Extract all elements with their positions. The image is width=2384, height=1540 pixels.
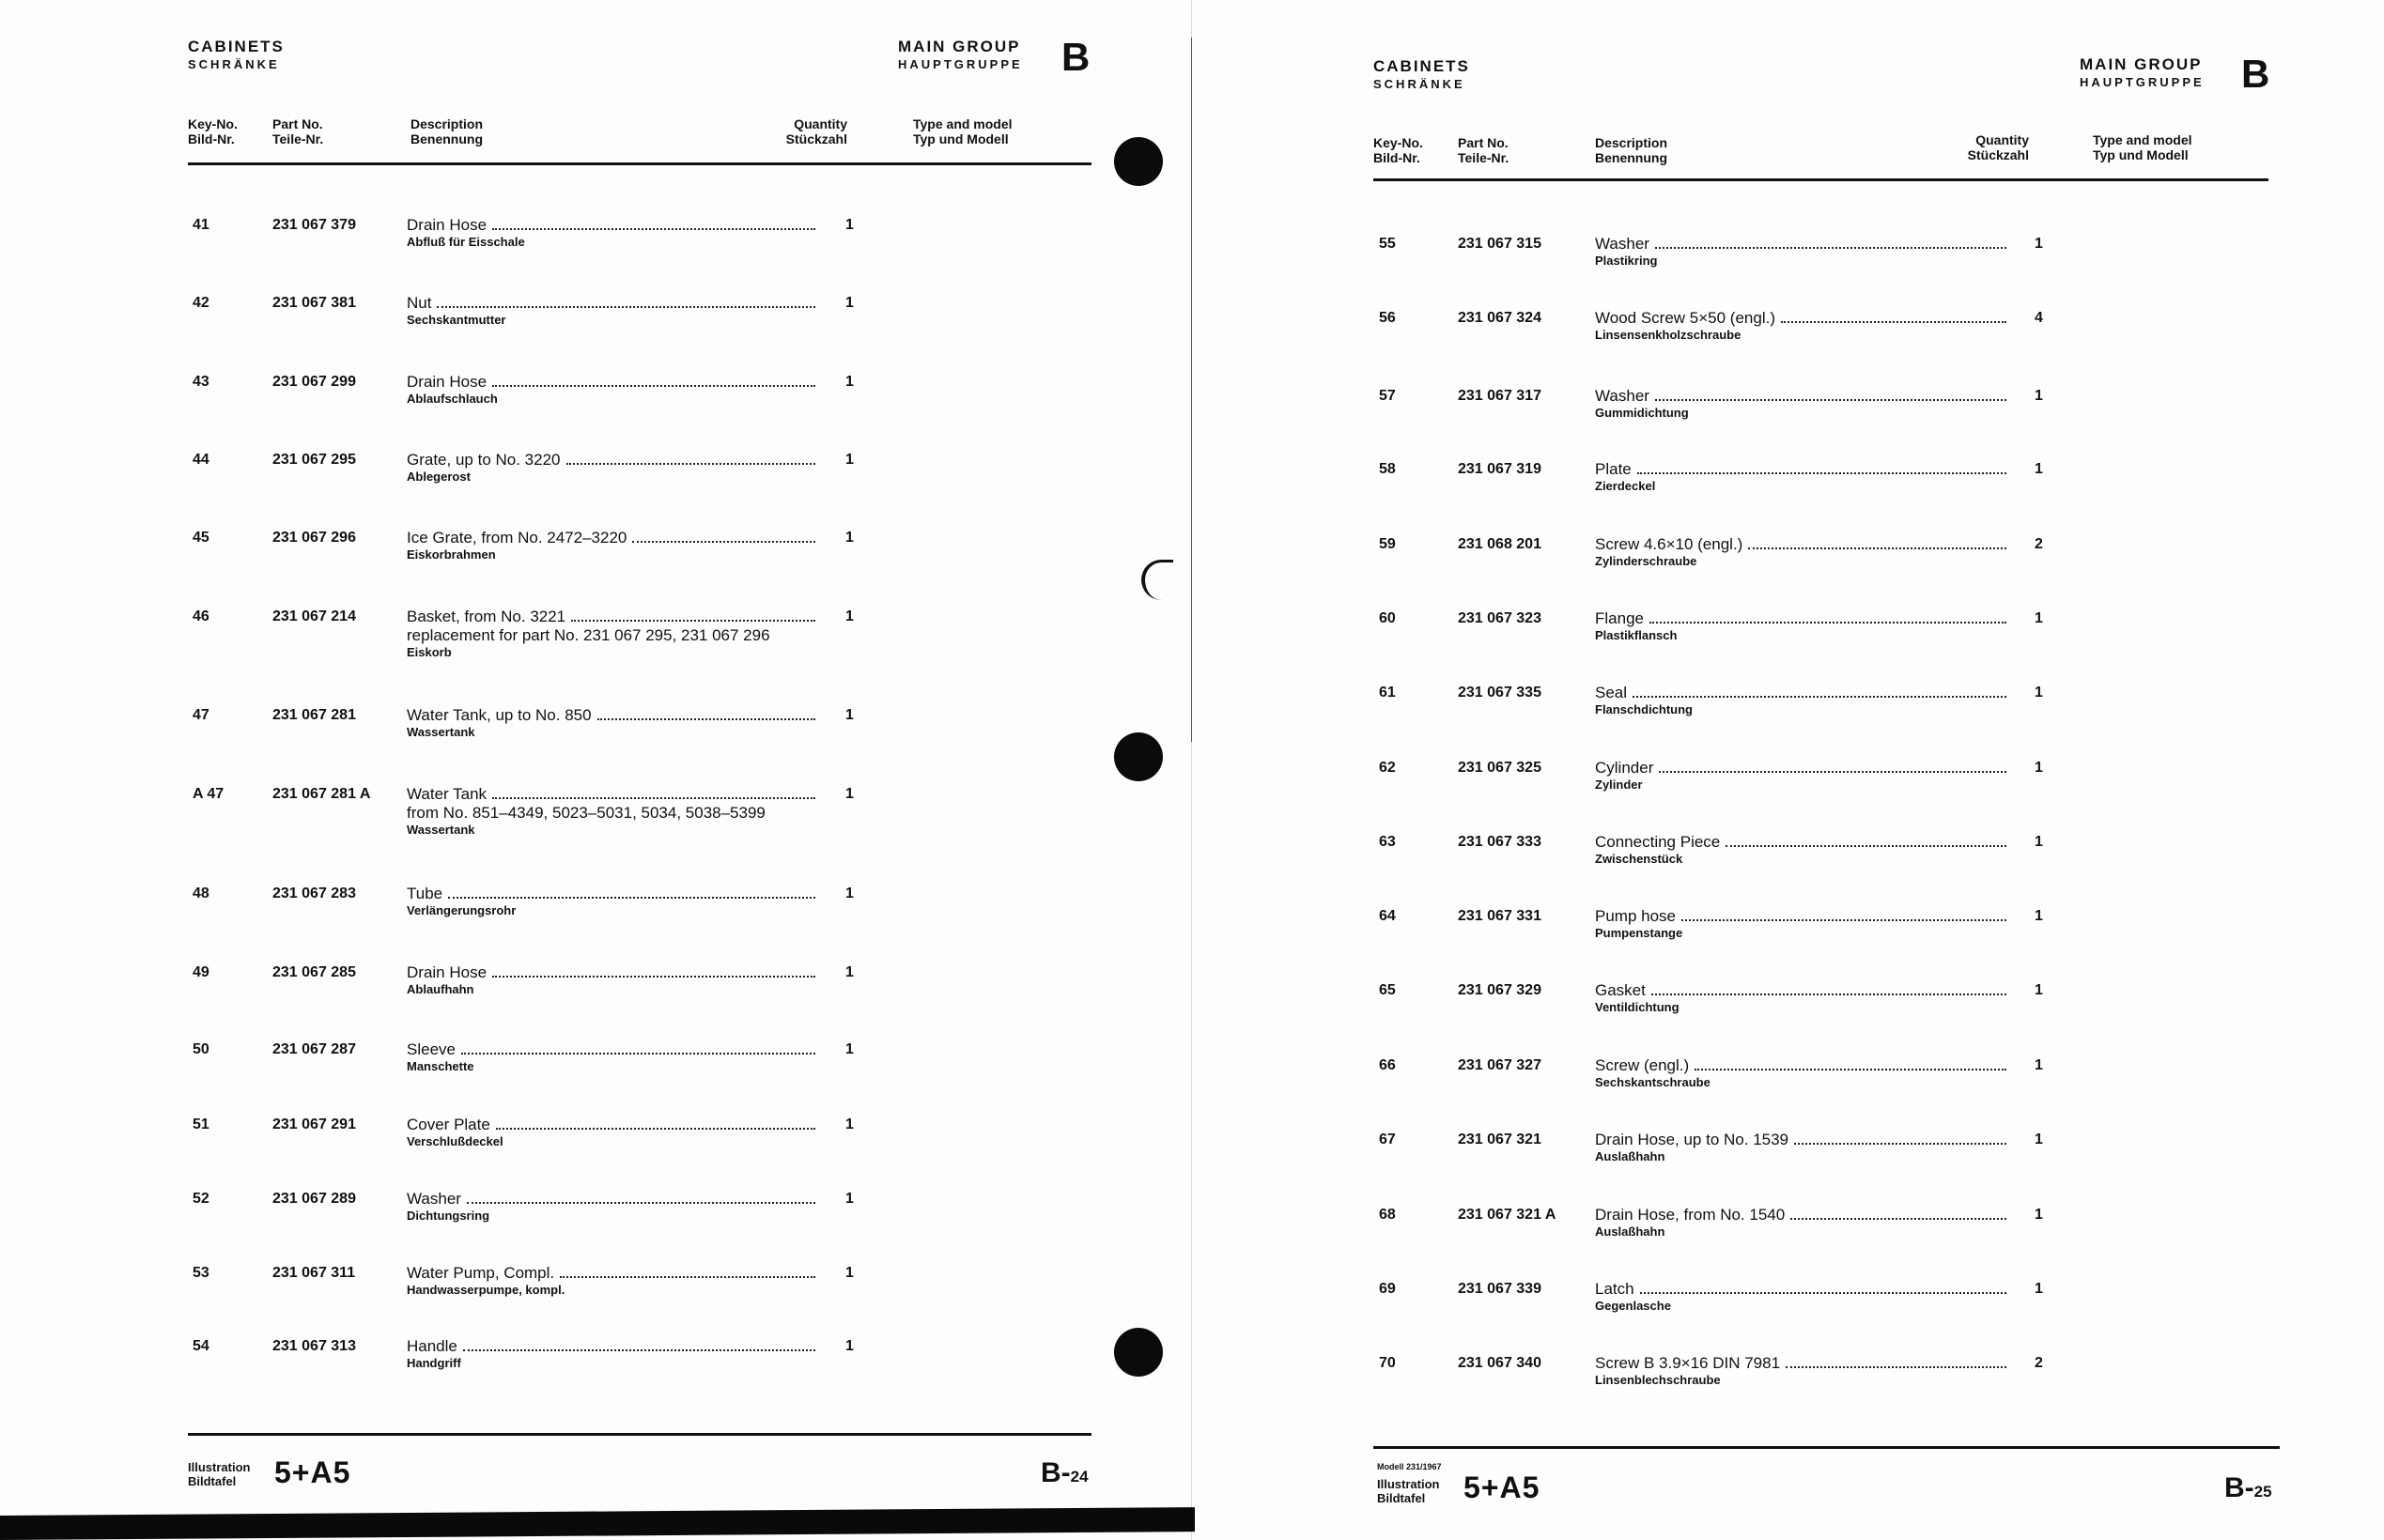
quantity: 1 <box>2035 610 2043 626</box>
part-number: 231 067 295 <box>272 452 356 468</box>
leader-dots <box>448 885 815 899</box>
part-number: 231 067 379 <box>272 217 356 233</box>
key-number: 63 <box>1379 834 1396 850</box>
description <box>1595 833 2008 867</box>
part-number: 231 067 340 <box>1458 1355 1541 1371</box>
leader-dots <box>496 1116 815 1130</box>
description-de: Plastikflansch <box>1595 628 1678 642</box>
description-de: Auslaßhahn <box>1595 1224 1665 1239</box>
quantity: 4 <box>2035 310 2043 326</box>
right-group-letter: B <box>2241 52 2270 96</box>
part-number: 231 067 214 <box>272 608 356 624</box>
description-en: Cylinder <box>1595 759 1654 777</box>
quantity: 1 <box>845 1041 854 1057</box>
key-number: 53 <box>193 1265 209 1281</box>
binder-hole <box>1114 732 1163 781</box>
key-number: 70 <box>1379 1355 1396 1371</box>
quantity: 1 <box>845 295 854 311</box>
quantity: 1 <box>845 1116 854 1132</box>
description <box>407 1116 817 1149</box>
description-de: Ventildichtung <box>1595 1000 1680 1014</box>
description <box>407 608 817 660</box>
header-rule <box>188 162 1091 165</box>
left-page <box>0 0 1191 1540</box>
col-type-model: Type and model Typ und Modell <box>2093 132 2192 162</box>
binder-ring-mark <box>1141 560 1173 600</box>
description <box>407 706 817 740</box>
col-part: Part No. Teile-Nr. <box>272 116 324 146</box>
description-en: Ice Grate, from No. 2472–3220 <box>407 529 627 547</box>
quantity: 1 <box>845 786 854 802</box>
footer-model-note: Modell 231/1967 <box>1377 1462 1442 1471</box>
description-en: Washer <box>407 1190 461 1208</box>
part-number: 231 067 333 <box>1458 834 1541 850</box>
description-de: Verschlußdeckel <box>407 1134 503 1148</box>
binder-hole <box>1114 137 1163 186</box>
binder-hole <box>1114 1328 1163 1377</box>
key-number: 61 <box>1379 685 1396 701</box>
description-de: Auslaßhahn <box>1595 1149 1665 1163</box>
part-number: 231 067 289 <box>272 1191 356 1207</box>
part-number: 231 067 287 <box>272 1041 356 1057</box>
description-de: Verlängerungsrohr <box>407 903 517 917</box>
description-de: Abfluß für Eisschale <box>407 235 525 249</box>
part-number: 231 067 291 <box>272 1116 356 1132</box>
description <box>1595 309 2008 343</box>
description-de: Dichtungsring <box>407 1209 490 1223</box>
leader-dots <box>1794 1131 2006 1145</box>
description-de: Ablaufschlauch <box>407 392 498 406</box>
description-de: Linsenblechschraube <box>1595 1373 1721 1387</box>
key-number: 59 <box>1379 536 1396 552</box>
description <box>407 785 817 838</box>
description-en: Sleeve <box>407 1040 456 1058</box>
header-rule <box>1373 178 2268 181</box>
key-number: 60 <box>1379 610 1396 626</box>
description-de: Zylinderschraube <box>1595 554 1697 568</box>
description <box>407 1264 817 1298</box>
description-en: Water Tank <box>407 785 488 803</box>
leader-dots <box>1649 609 2006 624</box>
description-en: Water Tank, up to No. 850 <box>407 706 592 724</box>
quantity: 2 <box>2035 1355 2043 1371</box>
leader-dots <box>560 1264 815 1278</box>
description-de: Eiskorbrahmen <box>407 547 496 562</box>
part-number: 231 067 324 <box>1458 310 1541 326</box>
key-number: 66 <box>1379 1057 1396 1073</box>
description-de: Wassertank <box>407 725 475 739</box>
description-de: Wassertank <box>407 823 475 837</box>
key-number: 65 <box>1379 982 1396 998</box>
description <box>1595 535 2008 569</box>
leader-dots <box>492 785 815 799</box>
leader-dots <box>1659 759 2006 773</box>
title-en: CABINETS <box>1373 57 1470 75</box>
right-header-title <box>1373 57 1470 93</box>
col-description: Description Benennung <box>1595 135 1668 165</box>
title-de: SCHRÄNKE <box>188 57 280 71</box>
quantity: 2 <box>2035 536 2043 552</box>
description-de: Zierdeckel <box>1595 479 1656 493</box>
leader-dots <box>492 963 815 978</box>
col-type-model: Type and model Typ und Modell <box>913 116 1013 146</box>
leader-dots <box>1786 1354 2006 1368</box>
left-header-title <box>188 38 285 73</box>
group-de: HAUPTGRUPPE <box>2080 75 2205 89</box>
description-en: Handle <box>407 1337 457 1355</box>
col-part: Part No. Teile-Nr. <box>1458 135 1509 165</box>
quantity: 1 <box>2035 760 2043 776</box>
description-en: Grate, up to No. 3220 <box>407 451 561 469</box>
quantity: 1 <box>845 1191 854 1207</box>
leader-dots <box>1633 684 2006 698</box>
description-en: Drain Hose <box>407 373 488 391</box>
key-number: 47 <box>193 707 209 723</box>
footer-page-number: B-25 <box>2224 1472 2272 1503</box>
group-en: MAIN GROUP <box>2080 55 2203 73</box>
description-en: Screw (engl.) <box>1595 1056 1690 1074</box>
description-en: Pump hose <box>1595 907 1676 925</box>
part-number: 231 067 331 <box>1458 908 1541 924</box>
quantity: 1 <box>2035 1057 2043 1073</box>
description-de: Pumpenstange <box>1595 926 1683 940</box>
description-de: Gegenlasche <box>1595 1299 1671 1313</box>
key-number: 54 <box>193 1338 209 1354</box>
description-de: Handgriff <box>407 1356 461 1370</box>
part-number: 231 067 299 <box>272 374 356 390</box>
description <box>407 294 817 328</box>
description-en: Plate <box>1595 460 1632 478</box>
key-number: 67 <box>1379 1132 1396 1147</box>
footer-rule <box>1373 1446 2280 1449</box>
quantity: 1 <box>845 452 854 468</box>
description <box>407 1337 817 1371</box>
key-number: A 47 <box>193 786 224 802</box>
part-number: 231 067 321 A <box>1458 1207 1556 1223</box>
description <box>1595 235 2008 269</box>
key-number: 51 <box>193 1116 209 1132</box>
description-en: Cover Plate <box>407 1116 490 1133</box>
description <box>407 885 817 918</box>
leader-dots <box>1748 535 2006 549</box>
quantity: 1 <box>2035 1281 2043 1297</box>
footer-page-number: B-24 <box>1041 1457 1089 1488</box>
description <box>407 216 817 250</box>
leader-dots <box>463 1337 815 1351</box>
col-key: Key-No. Bild-Nr. <box>188 116 238 146</box>
description-de: Sechskantschraube <box>1595 1075 1711 1089</box>
key-number: 41 <box>193 217 209 233</box>
description-en: Tube <box>407 885 443 902</box>
description <box>1595 684 2008 717</box>
quantity: 1 <box>2035 388 2043 404</box>
part-number: 231 067 281 A <box>272 786 371 802</box>
quantity: 1 <box>2035 908 2043 924</box>
description <box>1595 981 2008 1015</box>
key-number: 45 <box>193 530 209 546</box>
description <box>407 451 817 485</box>
part-number: 231 067 317 <box>1458 388 1541 404</box>
part-number: 231 067 325 <box>1458 760 1541 776</box>
key-number: 64 <box>1379 908 1396 924</box>
key-number: 68 <box>1379 1207 1396 1223</box>
description <box>407 373 817 407</box>
description-en: Gasket <box>1595 981 1646 999</box>
description <box>1595 1354 2008 1388</box>
leader-dots <box>1781 309 2006 323</box>
leader-dots <box>1655 387 2006 401</box>
part-number: 231 067 321 <box>1458 1132 1541 1147</box>
part-number: 231 067 327 <box>1458 1057 1541 1073</box>
leader-dots <box>1640 1280 2006 1294</box>
key-number: 43 <box>193 374 209 390</box>
part-number: 231 067 283 <box>272 886 356 901</box>
col-quantity: Quantity Stückzahl <box>1967 132 2029 162</box>
right-header-group <box>2080 55 2205 91</box>
description-en: Water Pump, Compl. <box>407 1264 555 1282</box>
key-number: 49 <box>193 964 209 980</box>
footer-illustration-label: Illustration Bildtafel <box>1377 1477 1440 1505</box>
leader-dots <box>1651 981 2006 995</box>
leader-dots <box>1790 1206 2006 1220</box>
key-number: 48 <box>193 886 209 901</box>
quantity: 1 <box>845 217 854 233</box>
quantity: 1 <box>845 964 854 980</box>
description-en: Washer <box>1595 387 1649 405</box>
key-number: 69 <box>1379 1281 1396 1297</box>
footer-illustration-value: 5+A5 <box>1463 1471 1540 1504</box>
group-de: HAUPTGRUPPE <box>898 57 1023 71</box>
description-de: Sechskantmutter <box>407 313 506 327</box>
key-number: 58 <box>1379 461 1396 477</box>
description-en: Seal <box>1595 684 1628 701</box>
footer-illustration-value: 5+A5 <box>274 1455 351 1489</box>
description-de: Ablaufhahn <box>407 982 474 996</box>
description <box>1595 387 2008 421</box>
title-de: SCHRÄNKE <box>1373 77 1465 91</box>
leader-dots <box>1726 833 2006 847</box>
key-number: 62 <box>1379 760 1396 776</box>
description-en: Wood Screw 5×50 (engl.) <box>1595 309 1775 327</box>
key-number: 55 <box>1379 236 1396 252</box>
quantity: 1 <box>845 608 854 624</box>
quantity: 1 <box>2035 461 2043 477</box>
quantity: 1 <box>845 530 854 546</box>
key-number: 57 <box>1379 388 1396 404</box>
description <box>1595 907 2008 941</box>
part-number: 231 067 323 <box>1458 610 1541 626</box>
part-number: 231 067 313 <box>272 1338 356 1354</box>
description-note: from No. 851–4349, 5023–5031, 5034, 5038–5399 <box>407 804 766 822</box>
left-group-letter: B <box>1061 35 1091 79</box>
description-en: Washer <box>1595 235 1649 253</box>
description <box>1595 1056 2008 1090</box>
description <box>407 529 817 562</box>
quantity: 1 <box>845 374 854 390</box>
key-number: 56 <box>1379 310 1396 326</box>
description-en: Nut <box>407 294 432 312</box>
part-number: 231 068 201 <box>1458 536 1541 552</box>
description-de: Ablegerost <box>407 470 471 484</box>
leader-dots <box>1695 1056 2006 1070</box>
quantity: 1 <box>845 886 854 901</box>
part-number: 231 067 311 <box>272 1265 356 1281</box>
key-number: 44 <box>193 452 209 468</box>
description-en: Flange <box>1595 609 1644 627</box>
description-en: Drain Hose <box>407 216 488 234</box>
description-de: Manschette <box>407 1059 474 1073</box>
quantity: 1 <box>2035 834 2043 850</box>
description-en: Screw B 3.9×16 DIN 7981 <box>1595 1354 1781 1372</box>
leader-dots <box>1655 235 2006 249</box>
part-number: 231 067 285 <box>272 964 356 980</box>
leader-dots <box>632 529 815 543</box>
leader-dots <box>566 451 816 465</box>
col-key: Key-No. Bild-Nr. <box>1373 135 1423 165</box>
description <box>1595 460 2008 494</box>
description <box>1595 1280 2008 1314</box>
leader-dots <box>461 1040 815 1055</box>
description-en: Basket, from No. 3221 <box>407 608 566 625</box>
leader-dots <box>467 1190 815 1204</box>
leader-dots <box>1681 907 2006 921</box>
quantity: 1 <box>845 1338 854 1354</box>
part-number: 231 067 335 <box>1458 685 1541 701</box>
part-number: 231 067 339 <box>1458 1281 1541 1297</box>
quantity: 1 <box>2035 236 2043 252</box>
part-number: 231 067 381 <box>272 295 356 311</box>
description-en: Drain Hose, from No. 1540 <box>1595 1206 1786 1224</box>
leader-dots <box>571 608 815 622</box>
description-de: Flanschdichtung <box>1595 702 1693 716</box>
part-number: 231 067 315 <box>1458 236 1541 252</box>
description-de: Gummidichtung <box>1595 406 1689 420</box>
col-quantity: Quantity Stückzahl <box>785 116 847 146</box>
quantity: 1 <box>2035 982 2043 998</box>
leader-dots <box>597 706 815 720</box>
description-de: Plastikring <box>1595 254 1658 268</box>
col-description: Description Benennung <box>410 116 484 146</box>
group-en: MAIN GROUP <box>898 38 1021 55</box>
key-number: 46 <box>193 608 209 624</box>
title-en: CABINETS <box>188 38 285 55</box>
leader-dots <box>437 294 815 308</box>
footer-rule <box>188 1433 1091 1436</box>
key-number: 52 <box>193 1191 209 1207</box>
quantity: 1 <box>2035 685 2043 701</box>
description-de: Zwischenstück <box>1595 852 1683 866</box>
description <box>407 963 817 997</box>
part-number: 231 067 329 <box>1458 982 1541 998</box>
key-number: 50 <box>193 1041 209 1057</box>
description-en: Latch <box>1595 1280 1634 1298</box>
right-page <box>1195 0 2384 1540</box>
description <box>1595 1206 2008 1240</box>
quantity: 1 <box>845 707 854 723</box>
description <box>1595 759 2008 793</box>
quantity: 1 <box>2035 1207 2043 1223</box>
description-en: Drain Hose, up to No. 1539 <box>1595 1131 1789 1148</box>
description-de: Zylinder <box>1595 778 1643 792</box>
description-note: replacement for part No. 231 067 295, 231 067 296 <box>407 626 770 644</box>
description-de: Handwasserpumpe, kompl. <box>407 1283 565 1297</box>
description <box>1595 609 2008 643</box>
quantity: 1 <box>845 1265 854 1281</box>
key-number: 42 <box>193 295 209 311</box>
quantity: 1 <box>2035 1132 2043 1147</box>
description-en: Connecting Piece <box>1595 833 1721 851</box>
left-header-group <box>898 38 1023 73</box>
description-de: Linsensenkholzschraube <box>1595 328 1742 342</box>
description <box>407 1190 817 1224</box>
description <box>1595 1131 2008 1164</box>
page-fold-edge <box>1191 38 1192 742</box>
description-de: Eiskorb <box>407 645 452 659</box>
description-en: Drain Hose <box>407 963 488 981</box>
part-number: 231 067 296 <box>272 530 356 546</box>
leader-dots <box>1637 460 2006 474</box>
part-number: 231 067 319 <box>1458 461 1541 477</box>
description-en: Screw 4.6×10 (engl.) <box>1595 535 1743 553</box>
description <box>407 1040 817 1074</box>
footer-illustration-label: Illustration Bildtafel <box>188 1460 251 1488</box>
leader-dots <box>492 373 815 387</box>
leader-dots <box>492 216 815 230</box>
part-number: 231 067 281 <box>272 707 356 723</box>
